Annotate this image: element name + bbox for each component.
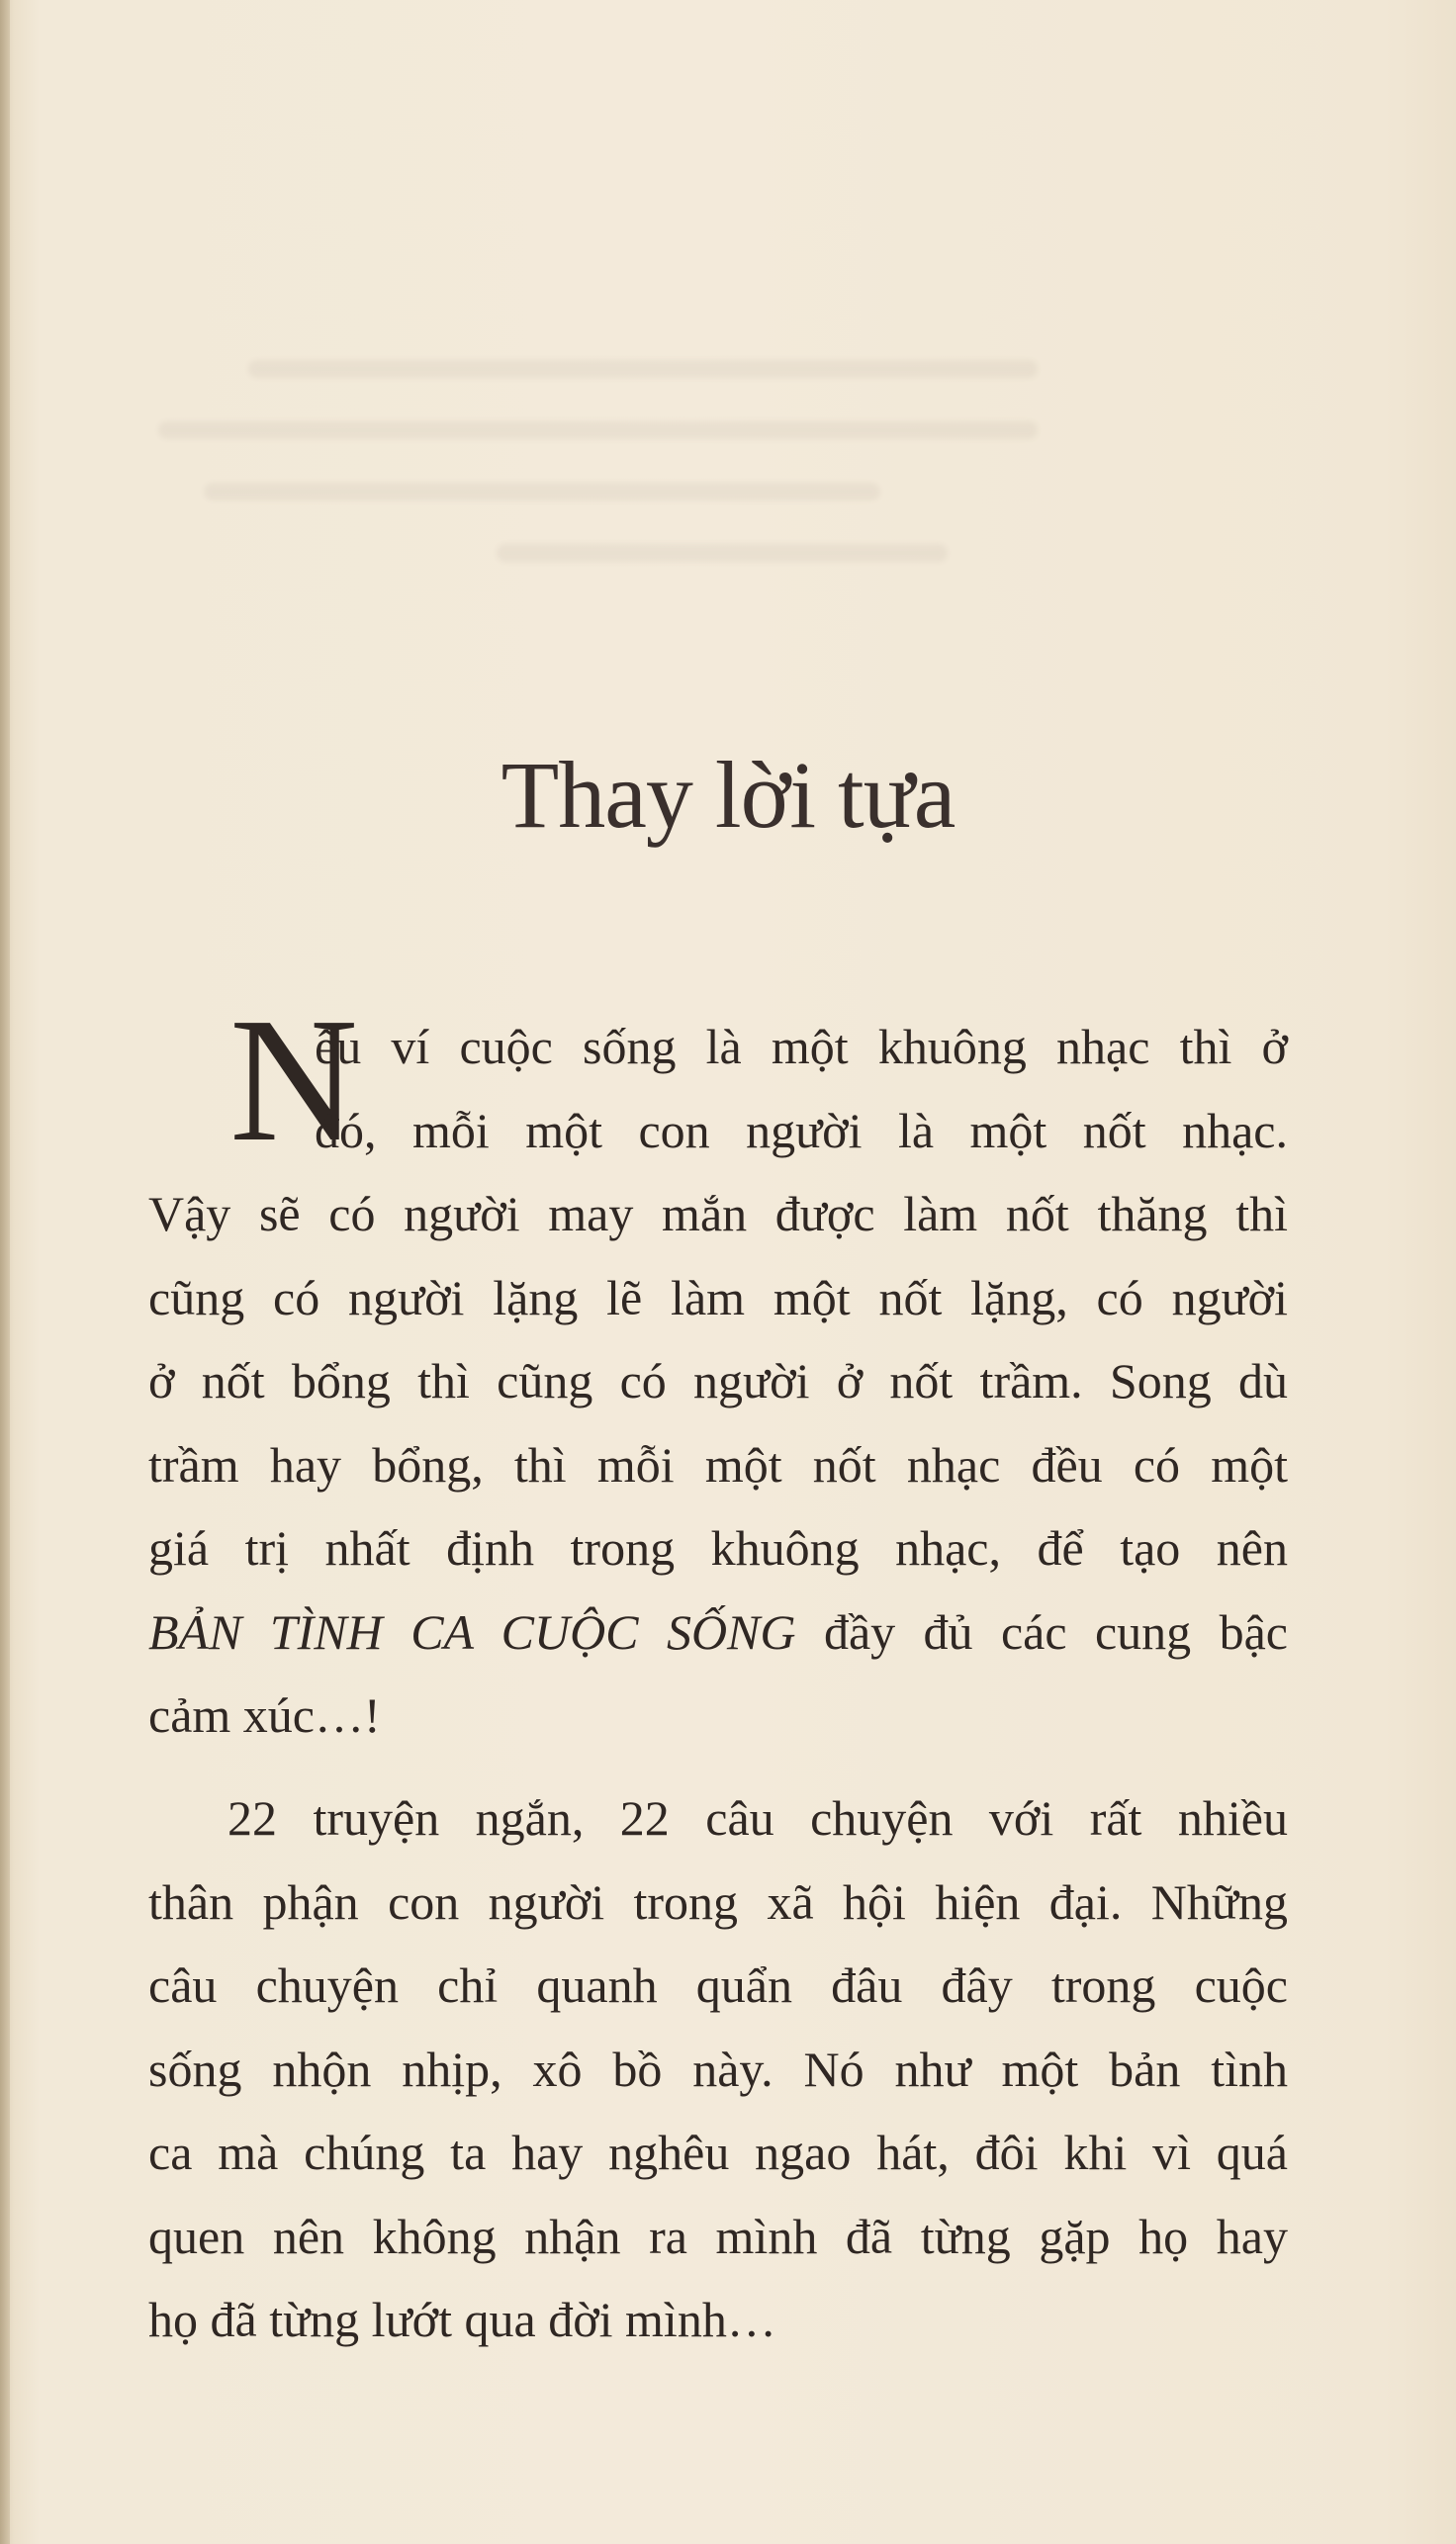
show-through-text <box>158 317 1286 653</box>
paragraph-1-line: giá trị nhất định trong khuông nhạc, để tạo nên <box>148 1520 1288 1576</box>
page-spine-edge <box>0 0 10 2544</box>
paragraph-1-line: ếu ví cuộc sống là một khuông nhạc thì ở <box>315 1019 1288 1074</box>
page-title: Thay lời tựa <box>500 742 956 849</box>
paragraph-1 <box>148 1005 1288 1758</box>
paragraph-2 <box>148 1776 1288 2362</box>
paragraph-1-line: đó, mỗi một con người là một nốt nhạc. <box>315 1102 1288 1158</box>
book-title-italic: BẢN TÌNH CA CUỘC SỐNG <box>148 1603 796 1660</box>
paragraph-2-line: quen nên không nhận ra mình đã từng gặp họ hay <box>148 2208 1288 2264</box>
paragraph-1-line: Vậy sẽ có người may mắn được làm nốt thăng thì <box>148 1186 1288 1241</box>
paragraph-2-line: thân phận con người trong xã hội hiện đại. Những <box>148 1873 1288 1930</box>
paragraph-2-line: câu chuyện chỉ quanh quẩn đâu đây trong cuộc <box>148 1957 1288 2013</box>
paragraph-1-line-rest: đầy đủ các cung bậc <box>795 1603 1288 1660</box>
paragraph-1-line: trầm hay bổng, thì mỗi một nốt nhạc đều có một <box>148 1436 1288 1493</box>
paragraph-1-line: cảm xúc…! <box>148 1687 381 1743</box>
paragraph-2-line: sống nhộn nhịp, xô bồ này. Nó như một bản tình <box>148 2041 1288 2097</box>
paragraph-1-line: ở nốt bổng thì cũng có người ở nốt trầm. Song dù <box>148 1353 1288 1408</box>
drop-cap: N <box>229 981 358 1178</box>
paragraph-2-line: ca mà chúng ta hay nghêu ngao hát, đôi khi vì quá <box>148 2125 1288 2180</box>
paragraph-2-line: họ đã từng lướt qua đời mình… <box>148 2292 776 2347</box>
paragraph-1-line: cũng có người lặng lẽ làm một nốt lặng, có người <box>148 1269 1288 1325</box>
paragraph-2-line: 22 truyện ngắn, 22 câu chuyện với rất nhiều <box>228 1790 1288 1846</box>
paragraph-1-line <box>148 1590 1288 1675</box>
